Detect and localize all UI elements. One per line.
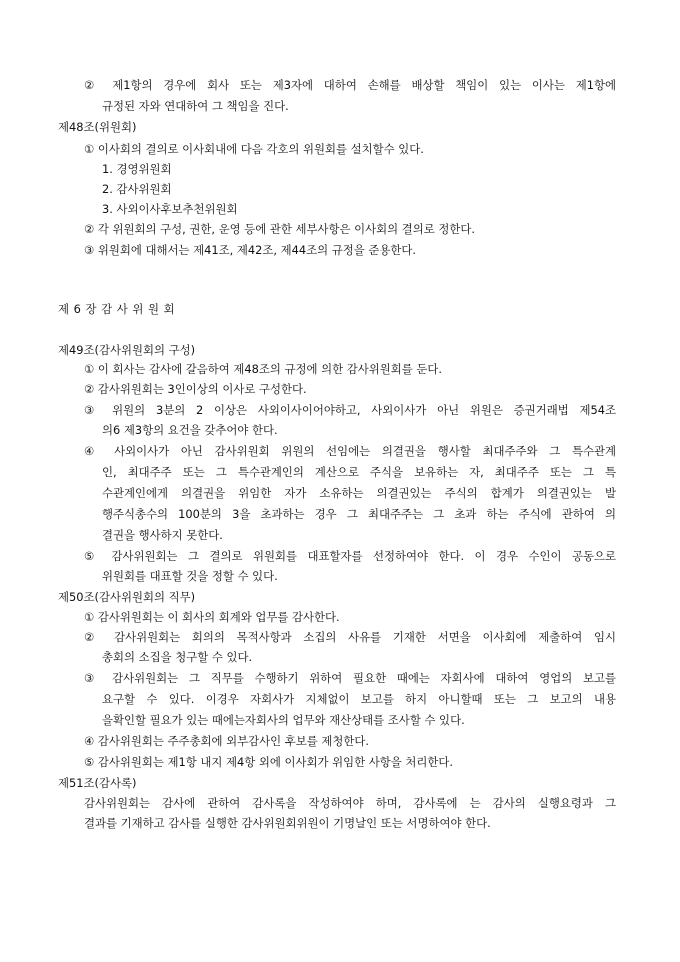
text-line: ④ 사외이사가 아닌 감사위원회 위원의 선임에는 의결권을 행사할 최대주주와 그 특수관계 xyxy=(84,444,616,458)
text-line: ⑤ 감사위원회는 제1항 내지 제4항 외에 이사회가 위임한 사항을 처리한다. xyxy=(84,755,454,769)
list-item: 3. 사외이사후보추천위원회 xyxy=(102,202,238,216)
text-line: ② 감사위원회는 회의의 목적사항과 소집의 사유를 기재한 서면을 이사회에 제출하여 임시 xyxy=(84,630,616,644)
text-line: 인, 최대주주 또는 그 특수관계인의 계산으로 주식을 보유하는 자, 최대주주 또는 그 특 xyxy=(102,465,616,479)
text-line: 규정된 자와 연대하여 그 책임을 진다. xyxy=(102,99,289,113)
text-line: ③ 감사위원회는 그 직무를 수행하기 위하여 필요한 때에는 자회사에 대하여 영업의 보고를 xyxy=(84,671,616,685)
text-line: 총회의 소집을 청구할 수 있다. xyxy=(102,650,253,664)
text-line: ① 이사회의 결의로 이사회내에 다음 각호의 위원회를 설치할수 있다. xyxy=(84,142,424,156)
list-item: 1. 경영위원회 xyxy=(102,162,172,176)
list-item: 2. 감사위원회 xyxy=(102,182,172,196)
text-line: ② 각 위원회의 구성, 권한, 운영 등에 관한 세부사항은 이사회의 결의로 정한다. xyxy=(84,222,476,236)
text-line: 수관계인에게 의결권을 위임한 자가 소유하는 의결권있는 주식의 합계가 의결권있는 발 xyxy=(102,486,616,500)
text-line: 요구할 수 있다. 이경우 자회사가 지체없이 보고를 하지 아니할때 또는 그 보고의 내용 xyxy=(102,692,616,706)
text-line: ② 제1항의 경우에 회사 또는 제3자에 대하여 손해를 배상할 책임이 있는 이사는 제1항에 xyxy=(84,78,616,92)
text-line: ① 감사위원회는 이 회사의 회계와 업무를 감사한다. xyxy=(84,610,340,624)
text-line: ② 감사위원회는 3인이상의 이사로 구성한다. xyxy=(84,382,307,396)
article-heading: 제51조(감사록) xyxy=(58,776,137,790)
article-heading: 제48조(위원회) xyxy=(58,120,137,134)
text-line: 위원회를 대표할 것을 정할 수 있다. xyxy=(102,569,278,583)
article-heading: 제49조(감사위원회의 구성) xyxy=(58,343,196,357)
text-line: ③ 위원회에 대해서는 제41조, 제42조, 제44조의 규정을 준용한다. xyxy=(84,243,416,257)
text-line: 을확인할 필요가 있는 때에는자회사의 업무와 재산상태를 조사할 수 있다. xyxy=(102,713,465,727)
text-line: 행주식총수의 100분의 3을 초과하는 경우 그 최대주주는 그 초과 하는 주식에 관하여 의 xyxy=(102,507,616,521)
chapter-heading: 제 6 장 감 사 위 원 회 xyxy=(58,302,175,316)
text-line: 의6 제3항의 요건을 갖추어야 한다. xyxy=(102,423,278,437)
text-line: ④ 감사위원회는 주주총회에 외부감사인 후보를 제청한다. xyxy=(84,734,370,748)
text-line: 결권을 행사하지 못한다. xyxy=(102,528,223,542)
article-heading: 제50조(감사위원회의 직무) xyxy=(58,590,196,604)
text-line: 결과를 기재하고 감사를 실행한 감사위원회위원이 기명날인 또는 서명하여야 한다. xyxy=(84,816,491,830)
text-line: 감사위원회는 감사에 관하여 감사록을 작성하여야 하며, 감사록에 는 감사의 실행요령과 그 xyxy=(84,796,616,810)
text-line: ③ 위원의 3분의 2 이상은 사외이사이어야하고, 사외이사가 아닌 위원은 증권거래법 제54조 xyxy=(84,403,616,417)
text-line: ⑤ 감사위원회는 그 결의로 위원회를 대표할자를 선정하여야 한다. 이 경우 수인이 공동으로 xyxy=(84,549,616,563)
text-line: ① 이 회사는 감사에 갈음하여 제48조의 규정에 의한 감사위원회를 둔다. xyxy=(84,362,443,376)
